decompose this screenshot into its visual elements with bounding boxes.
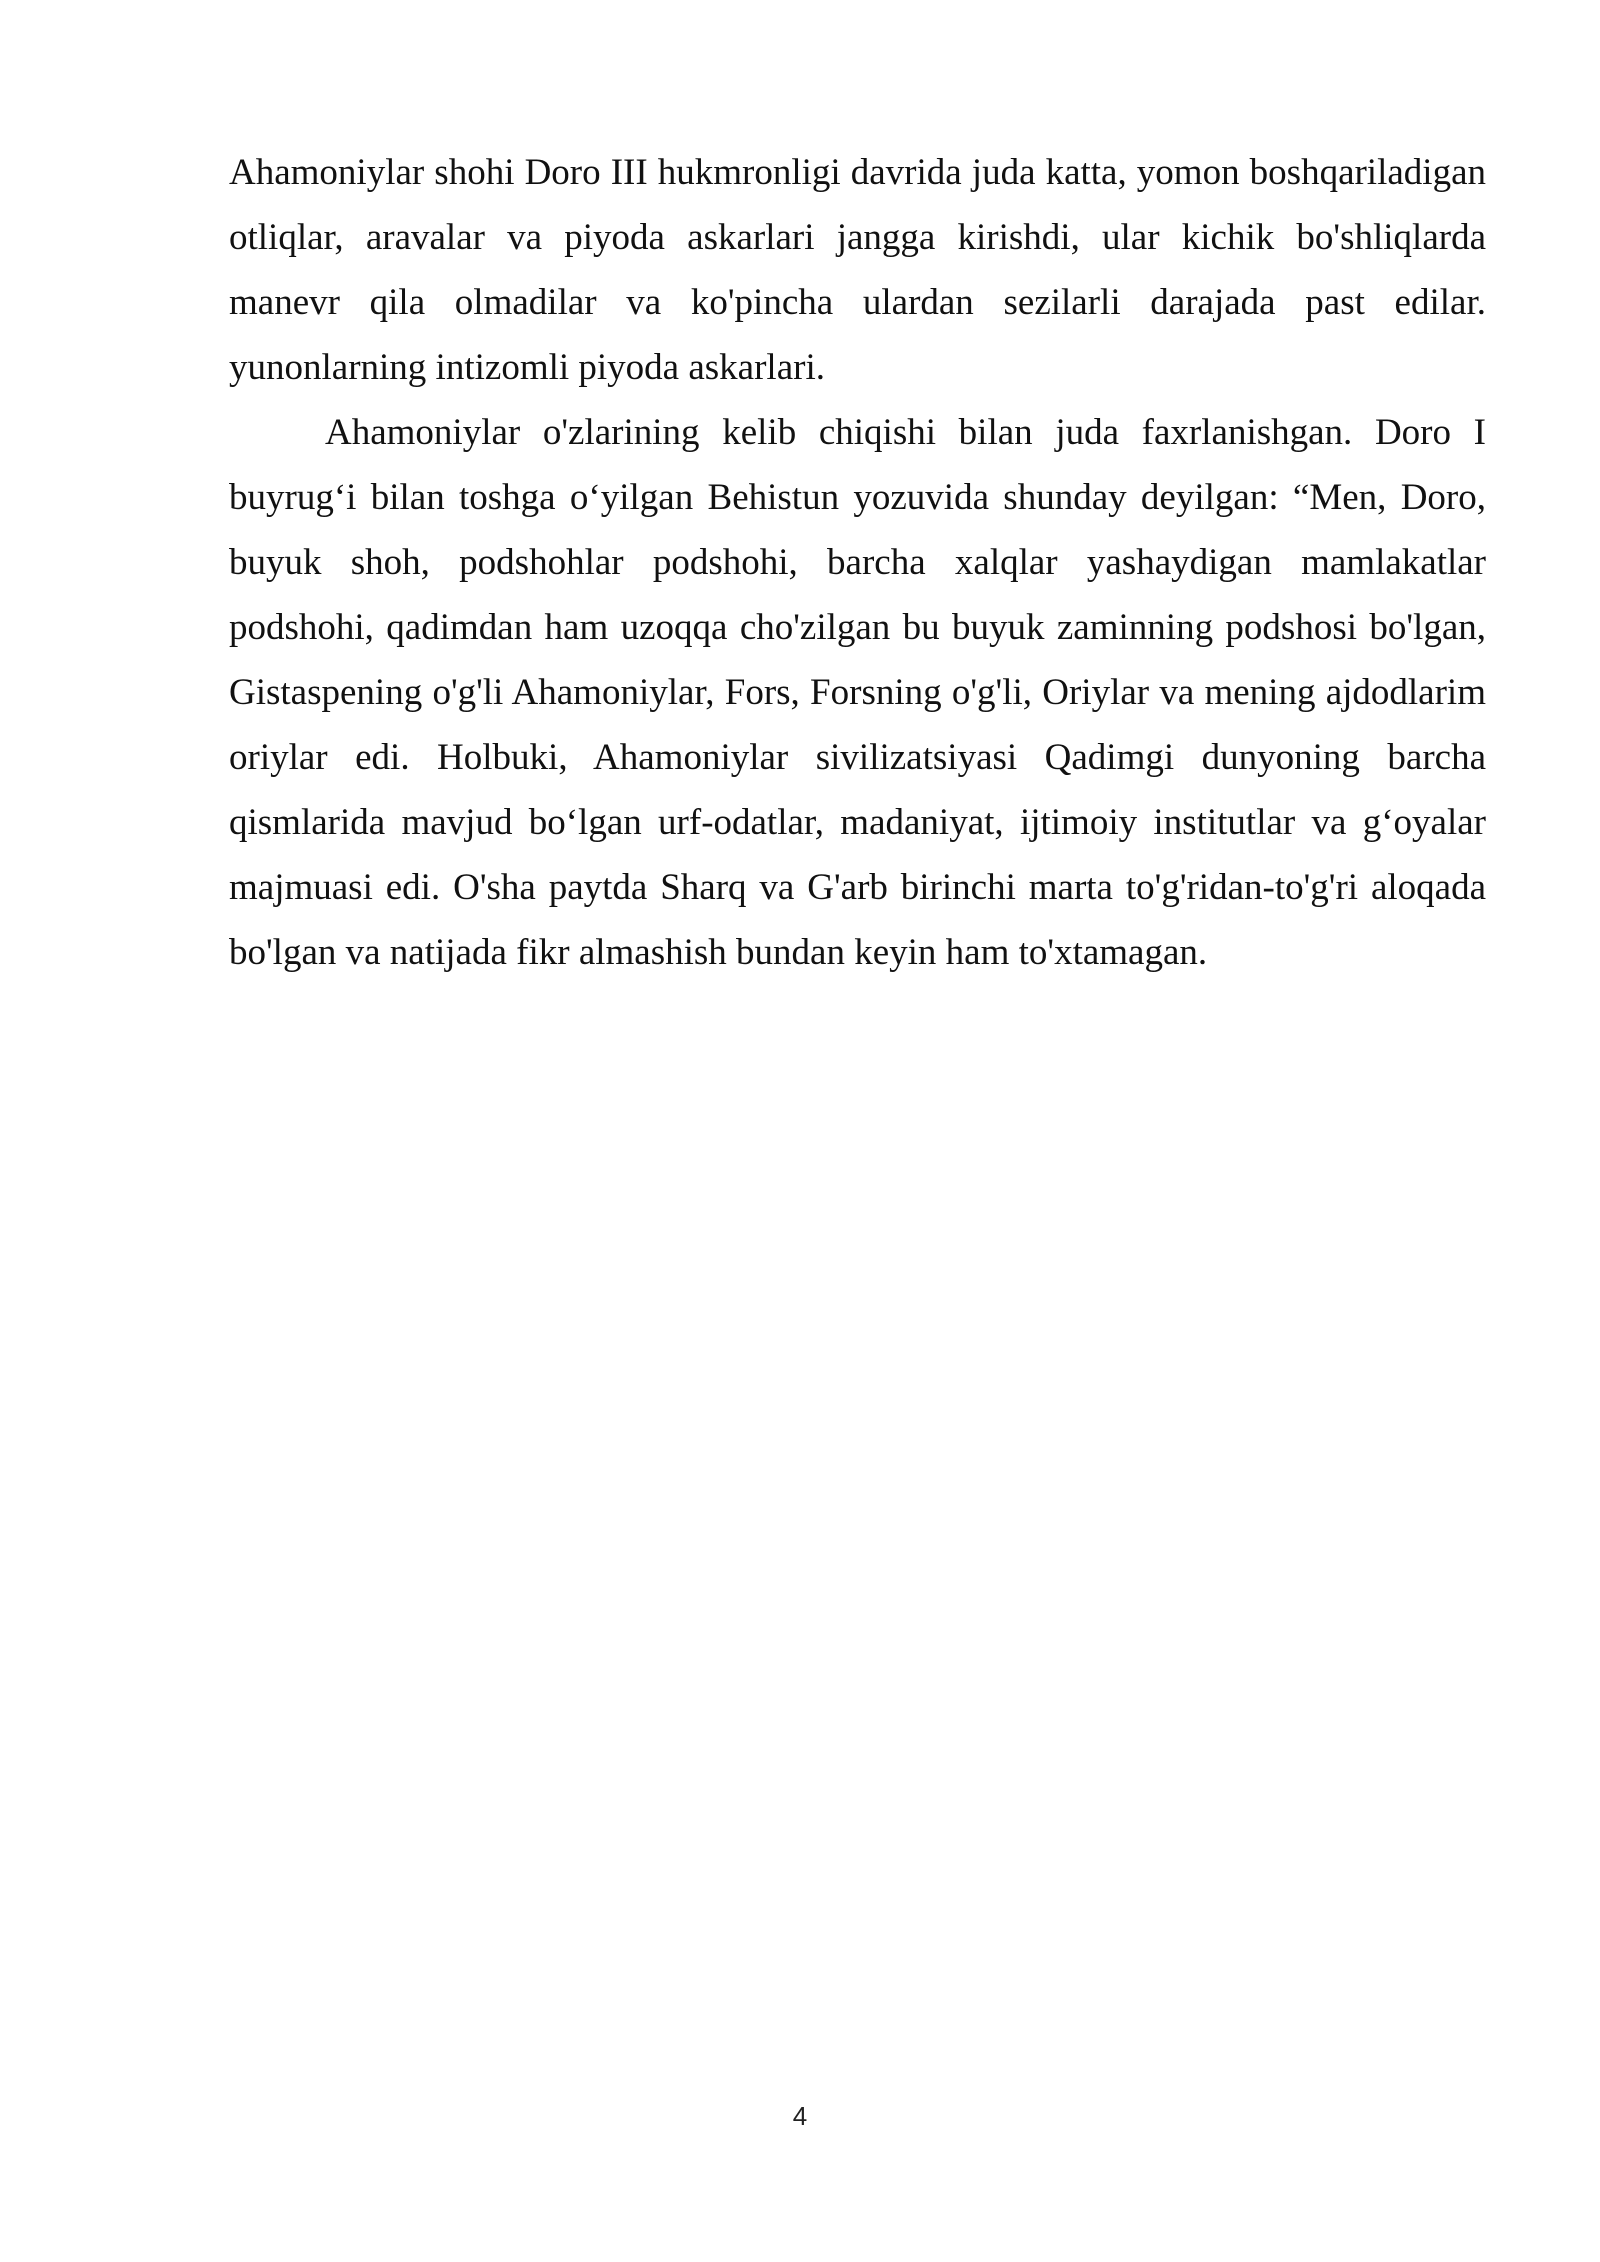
page-number: 4 [792,2101,808,2131]
paragraph-2: Ahamoniylar o'zlarining kelib chiqishi bilan juda faxrlanishgan. Doro I buyrugʻi bilan toshga oʻyilgan Behistun yozuvida shunday deyilgan: “Men, Doro, buyuk shoh, podshohlar podshohi, barcha xalqlar yashaydigan mamlakatlar podshohi, qadimdan ham uzoqqa cho'zilgan bu buyuk zaminning podshosi bo'lgan, Gistaspening o'g'li Ahamoniylar, Fors, Forsning o'g'li, Oriylar va mening ajdodlarim oriylar edi. Holbuki, Ahamoniylar sivilizatsiyasi Qadimgi dunyoning barcha qismlarida mavjud boʻlgan urf-odatlar, madaniyat, ijtimoiy institutlar va gʻoyalar majmuasi edi. O'sha paytda Sharq va G'arb birinchi marta to'g'ridan-to'g'ri aloqada bo'lgan va natijada fikr almashish bundan keyin ham to'xtamagan. [229,412,1486,973]
paragraph-1: Ahamoniylar shohi Doro III hukmronligi davrida juda katta, yomon boshqariladigan otliqlar, aravalar va piyoda askarlari jangga kirishdi, ular kichik bo'shliqlarda manevr qila olmadilar va ko'pincha ulardan sezilarli darajada past edilar. yunonlarning intizomli piyoda askarlari. [229,152,1486,388]
page-body [229,140,1486,985]
